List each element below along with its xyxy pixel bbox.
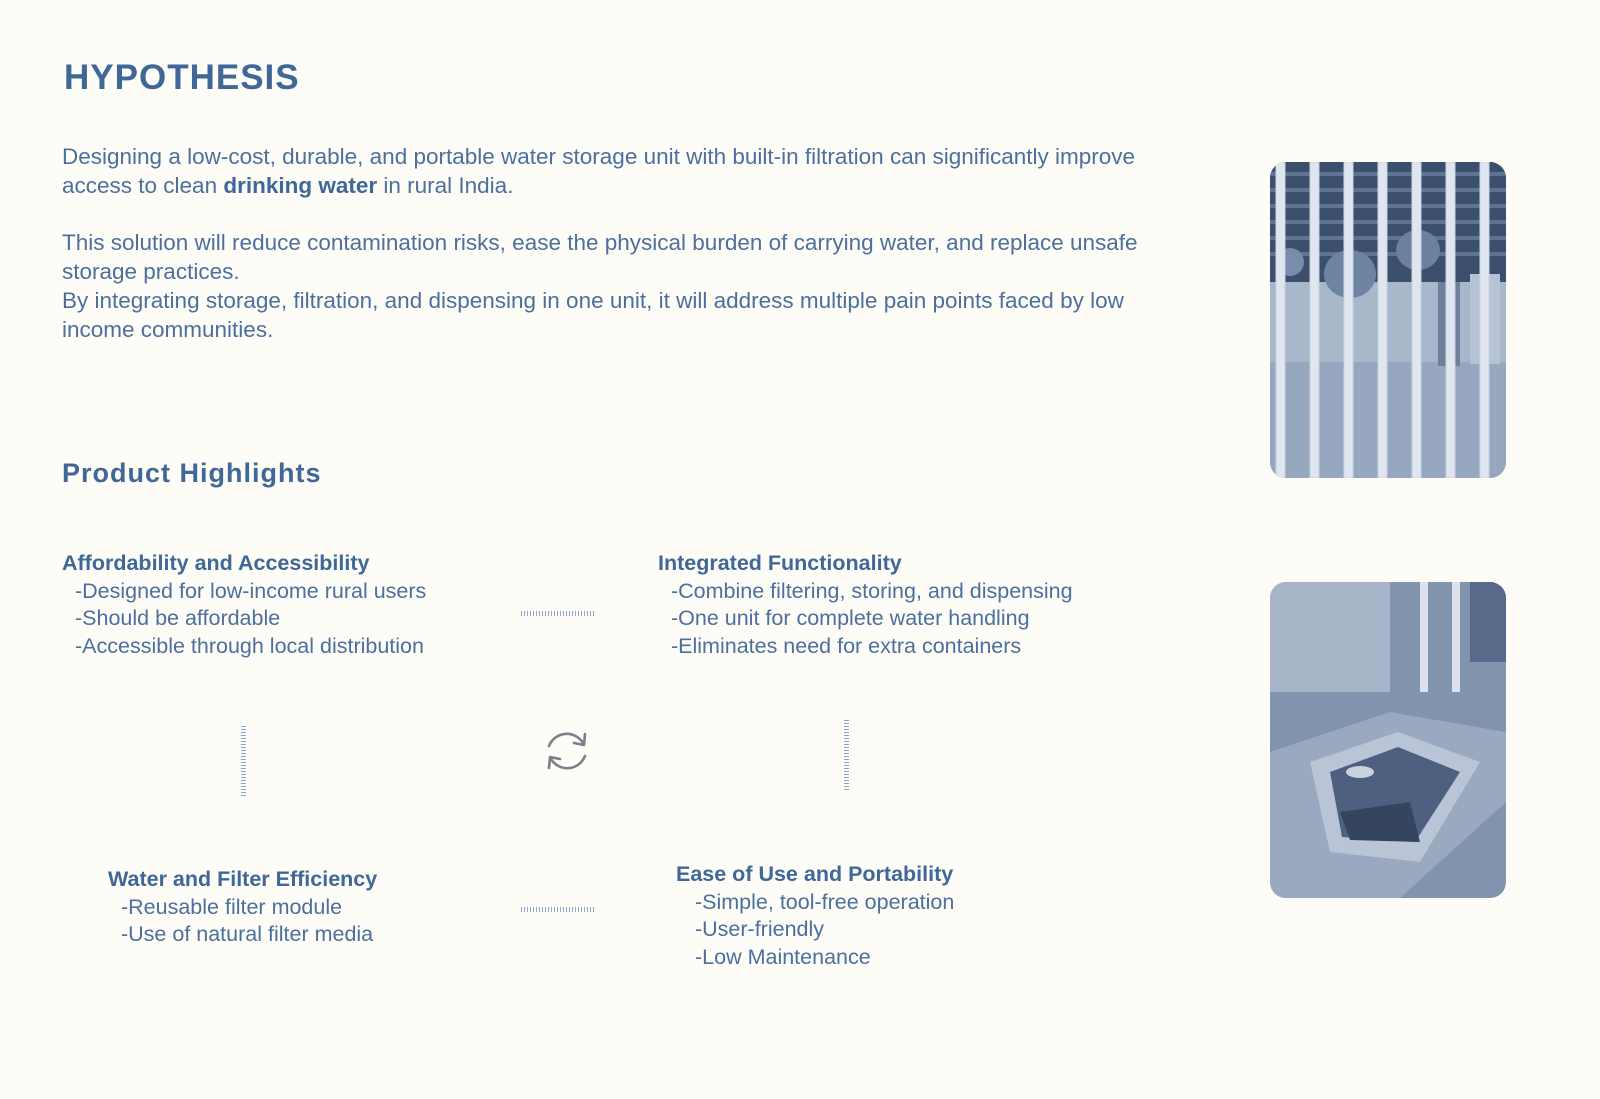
ease-of-use-block — [676, 861, 954, 971]
list-item: -User-friendly — [695, 917, 825, 941]
list-item: -Low Maintenance — [695, 944, 871, 969]
drinking-water-emphasis: drinking water — [223, 173, 378, 198]
paragraph-2-sentence-1: This solution will reduce contamination risks, ease the physical burden of carrying water, and replace unsafe storage practices. — [62, 230, 1138, 284]
paragraph-1-text: Designing a low-cost, durable, and portable water storage unit with built-in filtration can significantly improve access to clean — [62, 144, 1136, 198]
water-filter-efficiency-title: Water and Filter Efficiency — [108, 867, 378, 891]
list-item: -Eliminates need for extra containers — [671, 633, 1022, 658]
photo-water-pots-behind-bars — [1270, 162, 1506, 478]
list-item: -Simple, tool-free operation — [695, 889, 955, 914]
list-item: -Accessible through local distribution — [75, 633, 424, 658]
affordability-title: Affordability and Accessibility — [62, 551, 370, 575]
list-item: -One unit for complete water handling — [671, 606, 1030, 630]
affordability-block — [62, 550, 426, 660]
list-item: -Should be affordable — [75, 606, 281, 630]
paragraph-2-sentence-2: By integrating storage, filtration, and dispensing in one unit, it will address multiple pain points faced by low income communities. — [62, 288, 1124, 342]
paragraph-1-text-end: in rural India. — [377, 173, 514, 198]
connector-top — [521, 611, 594, 616]
list-item: -Reusable filter module — [121, 894, 343, 919]
product-highlights-heading: Product Highlights — [62, 458, 322, 488]
integrated-functionality-title: Integrated Functionality — [658, 551, 902, 575]
photo-stagnant-water-pit — [1270, 582, 1506, 898]
connector-left — [241, 724, 246, 796]
connector-bottom — [521, 907, 594, 912]
hypothesis-paragraph-1 — [62, 142, 1182, 200]
list-item: -Use of natural filter media — [121, 922, 374, 946]
integrated-functionality-block — [658, 550, 1073, 660]
list-item: -Designed for low-income rural users — [75, 578, 427, 603]
connector-right — [844, 718, 849, 790]
page-title: HYPOTHESIS — [64, 58, 300, 97]
water-filter-efficiency-block — [108, 866, 377, 949]
ease-of-use-title: Ease of Use and Portability — [676, 862, 954, 886]
list-item: -Combine filtering, storing, and dispensing — [671, 578, 1073, 603]
hypothesis-paragraph-2 — [62, 228, 1182, 344]
refresh-cycle-icon — [538, 722, 596, 780]
